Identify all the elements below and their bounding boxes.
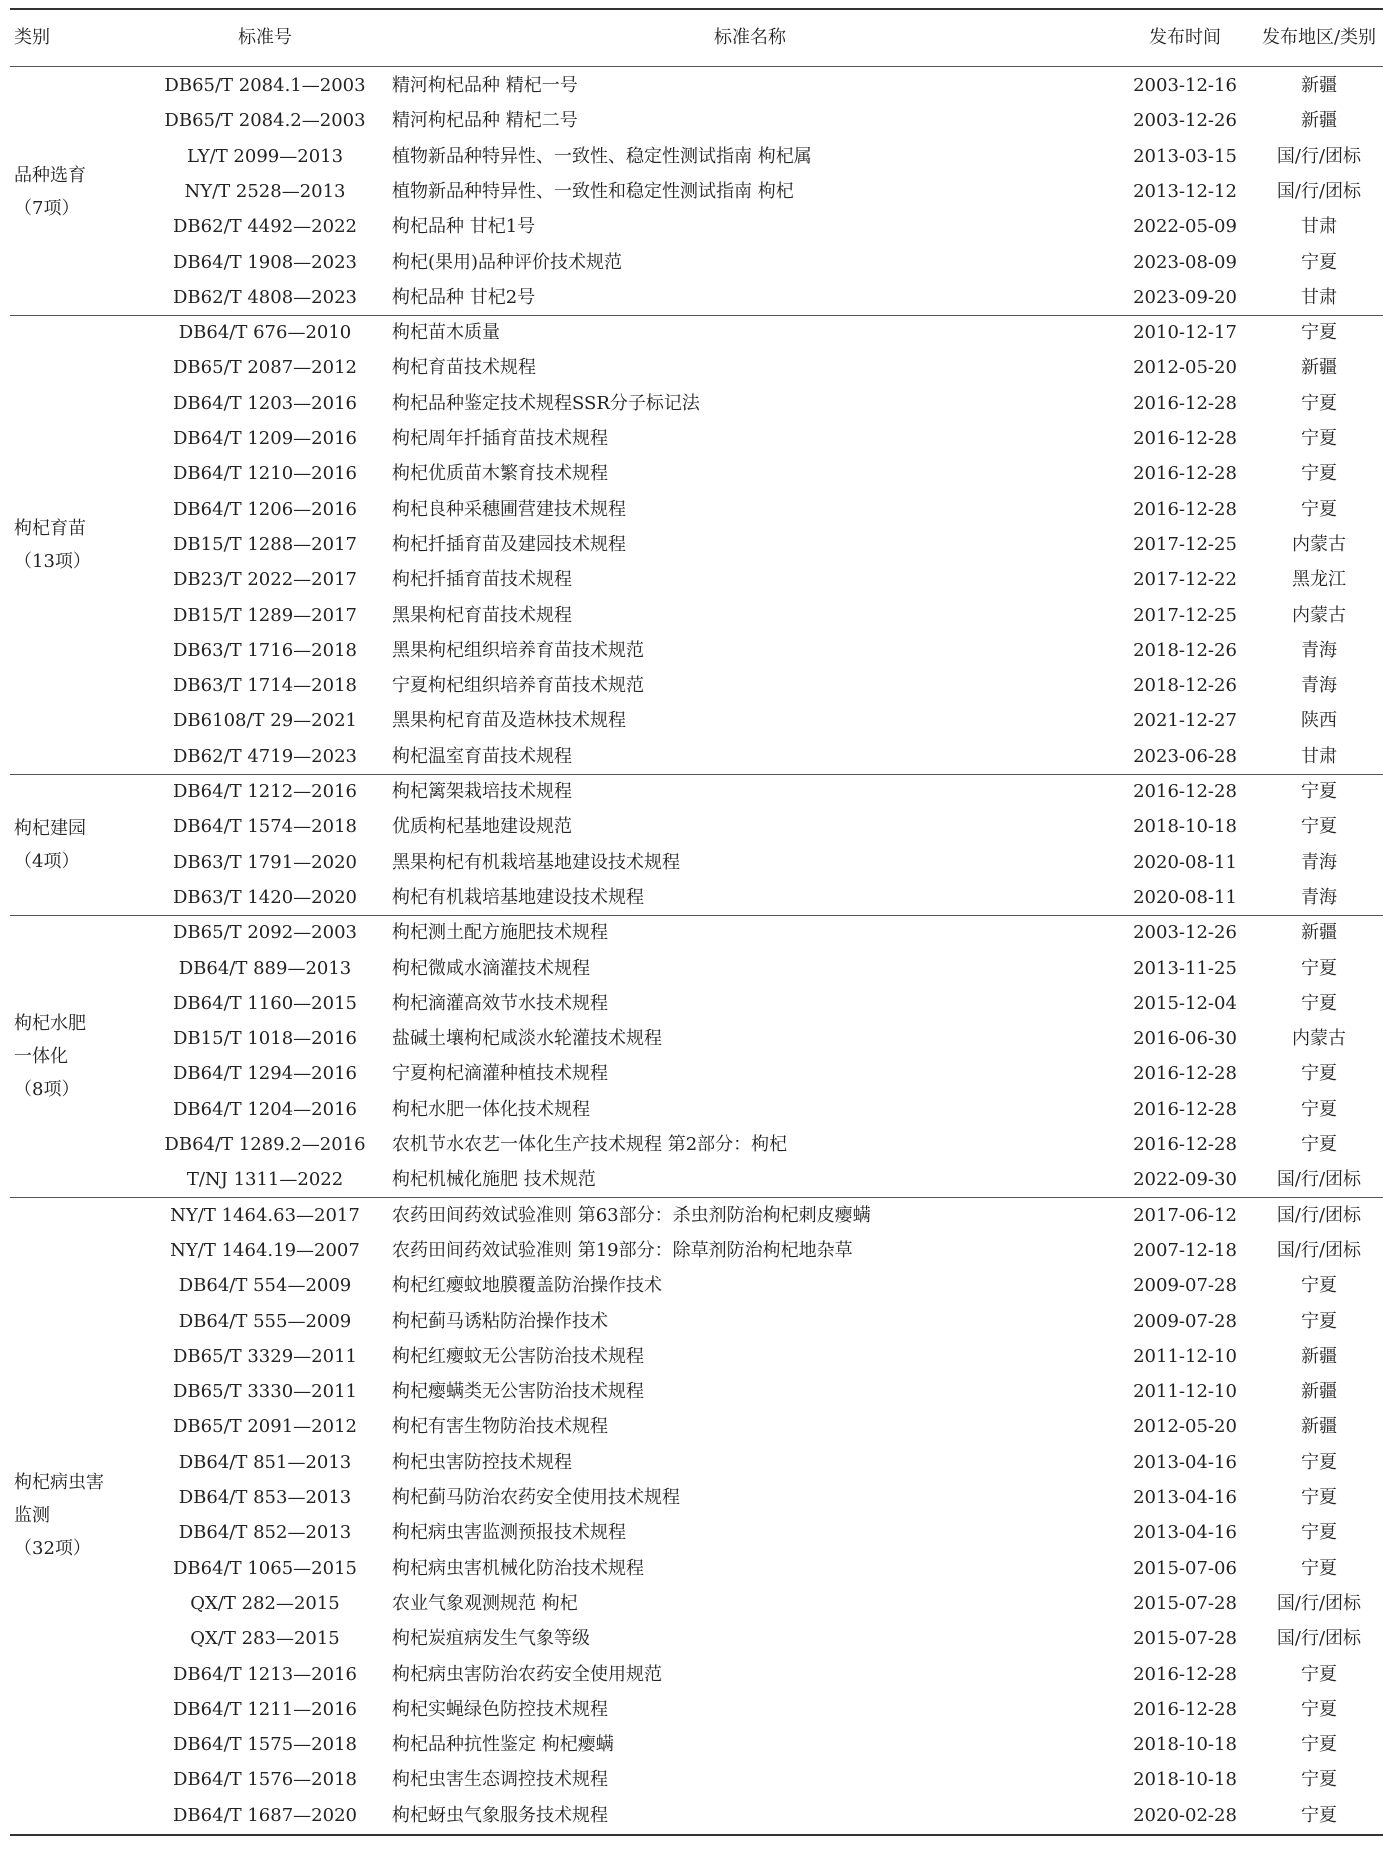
standard-name: 黑果枸杞组织培养育苗技术规范 (392, 639, 644, 661)
publish-date: 2021-12-27 (1133, 710, 1237, 732)
publish-region: 国/行/团标 (1276, 1169, 1362, 1191)
publish-date: 2017-12-25 (1133, 604, 1237, 626)
standard-name: 枸杞品种 甘杞1号 (392, 216, 536, 238)
table-row (10, 703, 1383, 738)
table-row (10, 1056, 1383, 1091)
publish-region: 宁夏 (1301, 1557, 1337, 1579)
publish-date: 2018-12-26 (1133, 639, 1237, 661)
table-row (10, 1621, 1383, 1656)
table-row (10, 1339, 1383, 1374)
table-row (10, 139, 1383, 174)
table-row (10, 1268, 1383, 1303)
standard-code: DB64/T 554—2009 (178, 1275, 352, 1297)
publish-region: 宁夏 (1301, 428, 1337, 449)
standard-code: DB64/T 1289.2—2016 (164, 1134, 366, 1155)
standard-code: DB15/T 1289—2017 (173, 604, 357, 626)
table-row (10, 1445, 1383, 1480)
publish-date: 2017-12-25 (1133, 533, 1237, 555)
publish-date: 2020-08-11 (1133, 851, 1237, 873)
standard-code: DB64/T 1211—2016 (173, 1698, 357, 1720)
publish-region: 新疆 (1301, 357, 1337, 379)
publish-date: 2016-12-28 (1133, 428, 1237, 449)
standard-name: 枸杞红瘿蚊无公害防治技术规程 (392, 1345, 644, 1367)
publish-region: 国/行/团标 (1276, 180, 1362, 202)
standard-code: DB65/T 2084.2—2003 (164, 110, 366, 132)
table-row (10, 633, 1383, 668)
publish-region: 宁夏 (1301, 1769, 1337, 1791)
standard-code: DB62/T 4719—2023 (173, 745, 357, 767)
publish-date: 2013-11-25 (1133, 957, 1237, 979)
table-row (10, 915, 1383, 950)
standard-name: 精河枸杞品种 精杞二号 (392, 110, 578, 132)
standard-name: 枸杞病虫害防治农药安全使用规范 (392, 1663, 662, 1685)
category-label: 枸杞病虫害 监测 （32项） (14, 1471, 104, 1559)
standard-code: DB64/T 852—2013 (178, 1522, 352, 1544)
table-row (10, 1515, 1383, 1550)
standard-name: 枸杞篱架栽培技术规程 (392, 781, 572, 802)
publish-date: 2013-04-16 (1133, 1522, 1237, 1544)
publish-date: 2009-07-28 (1133, 1275, 1237, 1297)
standard-code: DB15/T 1018—2016 (173, 1028, 357, 1050)
publish-region: 国/行/团标 (1276, 145, 1362, 167)
publish-region: 宁夏 (1301, 463, 1337, 485)
publish-date: 2016-12-28 (1133, 1063, 1237, 1085)
standard-code: DB64/T 1576—2018 (173, 1769, 357, 1791)
publish-date: 2016-12-28 (1133, 1098, 1237, 1120)
publish-region: 宁夏 (1301, 1451, 1337, 1473)
publish-region: 宁夏 (1301, 498, 1337, 520)
standard-name: 枸杞水肥一体化技术规程 (392, 1098, 590, 1120)
publish-date: 2009-07-28 (1133, 1310, 1237, 1332)
publish-region: 新疆 (1301, 1381, 1337, 1403)
publish-date: 2018-10-18 (1133, 1734, 1237, 1756)
publish-date: 2013-12-12 (1133, 180, 1237, 202)
publish-date: 2007-12-18 (1133, 1239, 1237, 1261)
standard-code: DB64/T 1206—2016 (173, 498, 357, 520)
publish-region: 宁夏 (1301, 1487, 1337, 1508)
standard-name: 枸杞虫害生态调控技术规程 (392, 1769, 608, 1791)
standard-code: LY/T 2099—2013 (186, 145, 344, 167)
standard-name: 宁夏枸杞滴灌种植技术规程 (392, 1063, 608, 1085)
table-row (10, 103, 1383, 138)
publish-region: 新疆 (1301, 75, 1337, 96)
publish-region: 宁夏 (1301, 392, 1337, 414)
header-name: 标准名称 (714, 27, 786, 48)
table-header-row (10, 20, 1383, 55)
standard-name: 枸杞品种鉴定技术规程SSR分子标记法 (392, 392, 700, 414)
standard-code: DB65/T 2087—2012 (173, 357, 357, 379)
standard-name: 枸杞实蝇绿色防控技术规程 (392, 1698, 608, 1720)
standard-name: 枸杞蓟马诱粘防治操作技术 (392, 1310, 608, 1332)
table-row (10, 456, 1383, 491)
publish-region: 宁夏 (1301, 992, 1337, 1014)
publish-region: 国/行/团标 (1276, 1204, 1362, 1226)
publish-region: 国/行/团标 (1276, 1239, 1362, 1261)
table-row (10, 1798, 1383, 1833)
standard-name: 植物新品种特异性、一致性和稳定性测试指南 枸杞 (392, 180, 794, 202)
table-row (10, 1409, 1383, 1444)
publish-region: 宁夏 (1301, 1734, 1337, 1756)
standard-code: DB64/T 1210—2016 (173, 463, 357, 485)
standard-name: 枸杞滴灌高效节水技术规程 (392, 992, 608, 1014)
table-top-rule (10, 8, 1383, 10)
table-row (10, 280, 1383, 315)
publish-date: 2020-08-11 (1133, 886, 1237, 908)
publish-date: 2013-04-16 (1133, 1451, 1237, 1473)
publish-region: 内蒙古 (1292, 604, 1346, 626)
standard-code: NY/T 1464.63—2017 (170, 1204, 360, 1226)
publish-date: 2018-10-18 (1133, 816, 1237, 838)
publish-date: 2016-12-28 (1133, 1698, 1237, 1720)
standard-code: DB63/T 1420—2020 (173, 886, 357, 908)
table-row (10, 1762, 1383, 1797)
publish-date: 2022-09-30 (1133, 1169, 1237, 1191)
publish-region: 黑龙江 (1292, 569, 1346, 591)
publish-region: 宁夏 (1301, 957, 1337, 979)
standard-name: 枸杞蚜虫气象服务技术规程 (392, 1804, 608, 1826)
table-bottom-rule (10, 1834, 1383, 1836)
standard-name: 黑果枸杞育苗及造林技术规程 (392, 710, 626, 732)
publish-region: 宁夏 (1301, 1310, 1337, 1332)
publish-region: 新疆 (1301, 110, 1337, 132)
table-row (10, 350, 1383, 385)
standard-code: DB65/T 3329—2011 (173, 1345, 357, 1367)
standard-code: DB64/T 1204—2016 (173, 1098, 357, 1120)
standard-code: QX/T 282—2015 (190, 1592, 340, 1614)
table-row (10, 1480, 1383, 1515)
publish-region: 新疆 (1301, 1416, 1337, 1438)
standard-code: DB64/T 555—2009 (178, 1310, 352, 1332)
standard-code: DB64/T 1574—2018 (173, 816, 357, 838)
standard-code: DB64/T 1203—2016 (173, 392, 357, 414)
publish-region: 国/行/团标 (1276, 1592, 1362, 1614)
publish-date: 2023-06-28 (1133, 745, 1237, 767)
standard-code: DB64/T 1209—2016 (173, 428, 357, 449)
standard-code: DB64/T 889—2013 (178, 957, 352, 979)
publish-date: 2015-07-28 (1133, 1628, 1237, 1650)
standard-code: DB65/T 2091—2012 (173, 1416, 357, 1438)
table-row (10, 174, 1383, 209)
publish-region: 宁夏 (1301, 1134, 1337, 1155)
standard-name: 枸杞机械化施肥 技术规范 (392, 1169, 596, 1191)
table-row (10, 986, 1383, 1021)
publish-date: 2022-05-09 (1133, 216, 1237, 238)
standard-name: 精河枸杞品种 精杞一号 (392, 75, 578, 96)
publish-date: 2012-05-20 (1133, 1416, 1237, 1438)
category-label: 品种选育 （7项） (14, 164, 86, 219)
publish-region: 宁夏 (1301, 1522, 1337, 1544)
publish-date: 2016-12-28 (1133, 498, 1237, 520)
standard-code: DB64/T 676—2010 (178, 322, 352, 344)
table-row (10, 739, 1383, 774)
standard-name: 枸杞周年扦插育苗技术规程 (392, 428, 608, 449)
publish-region: 宁夏 (1301, 322, 1337, 344)
standard-name: 枸杞苗木质量 (392, 322, 500, 344)
standard-name: 农药田间药效试验准则 第19部分：除草剂防治枸杞地杂草 (392, 1239, 853, 1261)
category-label: 枸杞建园 （4项） (14, 817, 86, 872)
standard-name: 盐碱土壤枸杞咸淡水轮灌技术规程 (392, 1028, 662, 1050)
publish-date: 2018-12-26 (1133, 675, 1237, 697)
standard-name: 农机节水农艺一体化生产技术规程 第2部分：枸杞 (392, 1134, 788, 1155)
standard-name: 枸杞有机栽培基地建设技术规程 (392, 886, 644, 908)
table-row (10, 1198, 1383, 1233)
publish-region: 新疆 (1301, 1345, 1337, 1367)
standard-name: 枸杞炭疽病发生气象等级 (392, 1628, 590, 1650)
category-label: 枸杞育苗 （13项） (14, 517, 91, 572)
standard-name: 优质枸杞基地建设规范 (392, 816, 572, 838)
standard-code: DB63/T 1716—2018 (173, 639, 357, 661)
standard-name: 枸杞有害生物防治技术规程 (392, 1416, 608, 1438)
publish-region: 内蒙古 (1292, 1028, 1346, 1050)
standard-code: DB63/T 1791—2020 (173, 851, 357, 873)
table-row (10, 1092, 1383, 1127)
standard-name: 宁夏枸杞组织培养育苗技术规范 (392, 675, 644, 697)
publish-region: 甘肃 (1301, 745, 1337, 767)
publish-region: 甘肃 (1301, 216, 1337, 238)
publish-date: 2016-12-28 (1133, 1663, 1237, 1685)
table-row (10, 774, 1383, 809)
publish-date: 2016-12-28 (1133, 781, 1237, 802)
publish-region: 宁夏 (1301, 251, 1337, 273)
table-row (10, 1551, 1383, 1586)
standard-name: 枸杞蓟马防治农药安全使用技术规程 (392, 1487, 680, 1508)
publish-region: 内蒙古 (1292, 533, 1346, 555)
publish-region: 宁夏 (1301, 1804, 1337, 1826)
header-date: 发布时间 (1149, 27, 1221, 48)
publish-date: 2013-03-15 (1133, 145, 1237, 167)
standard-name: 枸杞病虫害监测预报技术规程 (392, 1522, 626, 1544)
standard-code: DB64/T 1213—2016 (173, 1663, 357, 1685)
standard-name: 枸杞品种抗性鉴定 枸杞瘿螨 (392, 1734, 614, 1756)
table-row (10, 598, 1383, 633)
standard-code: DB23/T 2022—2017 (173, 569, 357, 591)
standard-name: 枸杞病虫害机械化防治技术规程 (392, 1557, 644, 1579)
table-row (10, 1374, 1383, 1409)
standard-code: DB64/T 1294—2016 (173, 1063, 357, 1085)
standard-code: DB64/T 853—2013 (178, 1487, 352, 1508)
standard-name: 枸杞微咸水滴灌技术规程 (392, 957, 590, 979)
publish-region: 甘肃 (1301, 286, 1337, 308)
publish-region: 新疆 (1301, 922, 1337, 944)
standard-name: 枸杞扦插育苗及建园技术规程 (392, 533, 626, 555)
publish-date: 2020-02-28 (1133, 1804, 1237, 1826)
standard-name: 黑果枸杞育苗技术规程 (392, 604, 572, 626)
table-row (10, 1304, 1383, 1339)
table-row (10, 68, 1383, 103)
table-row (10, 880, 1383, 915)
standard-name: 枸杞(果用)品种评价技术规范 (392, 251, 623, 273)
table-row (10, 386, 1383, 421)
publish-date: 2016-12-28 (1133, 1134, 1237, 1155)
publish-region: 宁夏 (1301, 816, 1337, 838)
publish-date: 2003-12-16 (1133, 75, 1237, 96)
standard-name: 黑果枸杞有机栽培基地建设技术规程 (392, 851, 680, 873)
table-row (10, 1727, 1383, 1762)
publish-region: 青海 (1301, 851, 1337, 873)
standard-name: 枸杞温室育苗技术规程 (392, 745, 572, 767)
header-category: 类别 (14, 27, 50, 48)
publish-region: 青海 (1301, 639, 1337, 661)
standard-code: DB62/T 4492—2022 (173, 216, 357, 238)
publish-region: 青海 (1301, 675, 1337, 697)
standard-code: DB15/T 1288—2017 (173, 533, 357, 555)
publish-region: 宁夏 (1301, 1275, 1337, 1297)
publish-region: 青海 (1301, 886, 1337, 908)
standard-name: 枸杞测土配方施肥技术规程 (392, 922, 608, 944)
standard-code: DB64/T 851—2013 (178, 1451, 352, 1473)
standard-code: DB64/T 1212—2016 (173, 781, 357, 802)
standard-code: DB65/T 3330—2011 (173, 1381, 357, 1403)
publish-region: 陕西 (1301, 710, 1337, 732)
table-row (10, 245, 1383, 280)
table-row (10, 209, 1383, 244)
publish-date: 2015-12-04 (1133, 992, 1237, 1014)
publish-date: 2003-12-26 (1133, 110, 1237, 132)
standard-name: 枸杞育苗技术规程 (392, 357, 536, 379)
table-row (10, 562, 1383, 597)
table-row (10, 1233, 1383, 1268)
standard-code: DB6108/T 29—2021 (173, 710, 357, 732)
publish-date: 2016-06-30 (1133, 1028, 1237, 1050)
publish-region: 宁夏 (1301, 1063, 1337, 1085)
publish-region: 宁夏 (1301, 1663, 1337, 1685)
publish-date: 2018-10-18 (1133, 1769, 1237, 1791)
standard-name: 枸杞瘿螨类无公害防治技术规程 (392, 1381, 644, 1403)
standard-code: NY/T 2528—2013 (184, 180, 346, 202)
publish-date: 2010-12-17 (1133, 322, 1237, 344)
standard-code: DB64/T 1065—2015 (173, 1557, 357, 1579)
header-rule (10, 66, 1383, 67)
standard-name: 枸杞红瘿蚊地膜覆盖防治操作技术 (392, 1275, 662, 1297)
standard-name: 枸杞良种采穗圃营建技术规程 (392, 498, 626, 520)
table-row (10, 1657, 1383, 1692)
publish-date: 2015-07-06 (1133, 1557, 1237, 1579)
header-region: 发布地区/类别 (1261, 27, 1377, 48)
publish-date: 2003-12-26 (1133, 922, 1237, 944)
publish-date: 2011-12-10 (1133, 1381, 1237, 1403)
standard-name: 枸杞虫害防控技术规程 (392, 1451, 572, 1473)
standard-code: NY/T 1464.19—2007 (170, 1239, 360, 1261)
publish-date: 2013-04-16 (1133, 1487, 1237, 1508)
publish-date: 2016-12-28 (1133, 463, 1237, 485)
standard-code: DB64/T 1687—2020 (173, 1804, 357, 1826)
standard-name: 枸杞优质苗木繁育技术规程 (392, 463, 608, 485)
table-row (10, 492, 1383, 527)
standard-code: DB63/T 1714—2018 (173, 675, 357, 697)
table-row (10, 527, 1383, 562)
publish-region: 宁夏 (1301, 1098, 1337, 1120)
category-label: 枸杞水肥 一体化 （8项） (14, 1012, 86, 1100)
standard-name: 植物新品种特异性、一致性、稳定性测试指南 枸杞属 (392, 145, 812, 167)
publish-date: 2015-07-28 (1133, 1592, 1237, 1614)
publish-date: 2023-09-20 (1133, 286, 1237, 308)
publish-date: 2023-08-09 (1133, 251, 1237, 273)
table-row (10, 668, 1383, 703)
standard-code: DB62/T 4808—2023 (173, 286, 357, 308)
table-row (10, 1021, 1383, 1056)
standard-code: T/NJ 1311—2022 (186, 1169, 344, 1191)
table-row (10, 421, 1383, 456)
table-row (10, 1692, 1383, 1727)
header-code: 标准号 (238, 27, 292, 48)
standard-name: 枸杞品种 甘杞2号 (392, 286, 536, 308)
standard-name: 农业气象观测规范 枸杞 (392, 1592, 578, 1614)
standard-code: DB64/T 1160—2015 (173, 992, 357, 1014)
publish-region: 宁夏 (1301, 1698, 1337, 1720)
standard-name: 枸杞扦插育苗技术规程 (392, 569, 572, 591)
table-row (10, 1586, 1383, 1621)
standard-code: DB64/T 1908—2023 (173, 251, 357, 273)
publish-region: 国/行/团标 (1276, 1628, 1362, 1650)
publish-region: 宁夏 (1301, 781, 1337, 802)
publish-date: 2017-12-22 (1133, 569, 1237, 591)
publish-date: 2012-05-20 (1133, 357, 1237, 379)
standard-name: 农药田间药效试验准则 第63部分：杀虫剂防治枸杞刺皮瘿螨 (392, 1204, 871, 1226)
standard-code: DB64/T 1575—2018 (173, 1734, 357, 1756)
table-row (10, 951, 1383, 986)
table-row (10, 809, 1383, 844)
table-row (10, 845, 1383, 880)
standard-code: QX/T 283—2015 (190, 1628, 340, 1650)
table-row (10, 315, 1383, 350)
standard-code: DB65/T 2092—2003 (173, 922, 357, 944)
standard-code: DB65/T 2084.1—2003 (164, 75, 366, 96)
publish-date: 2016-12-28 (1133, 392, 1237, 414)
publish-date: 2017-06-12 (1133, 1204, 1237, 1226)
table-row (10, 1162, 1383, 1197)
table-row (10, 1127, 1383, 1162)
publish-date: 2011-12-10 (1133, 1345, 1237, 1367)
